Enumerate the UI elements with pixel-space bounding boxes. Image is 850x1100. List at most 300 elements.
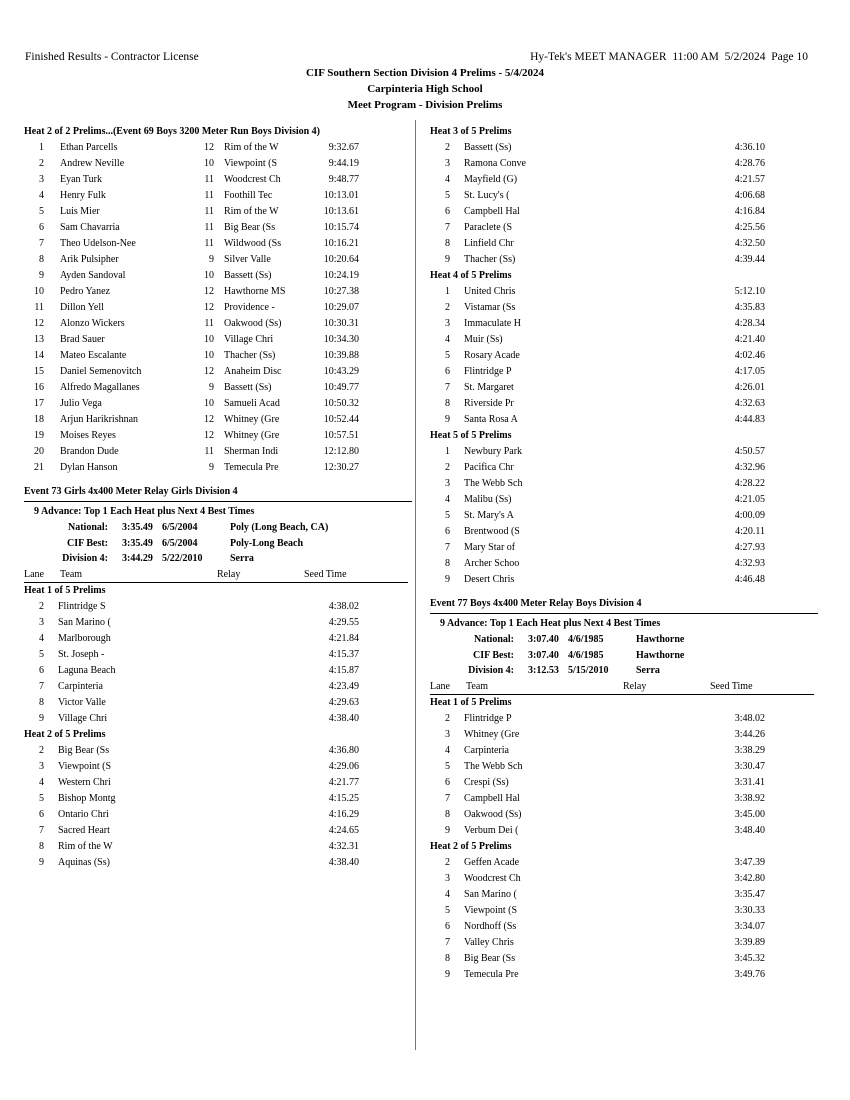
lane-number: 5: [445, 510, 450, 521]
athlete-name: Eyan Turk: [60, 174, 102, 185]
seed-time: 4:20.11: [735, 526, 765, 537]
team-column-label: Team: [60, 568, 83, 580]
lane-number: 16: [34, 382, 44, 393]
record-holder: Poly-Long Beach: [230, 537, 304, 549]
team-name: Ontario Chri: [58, 808, 109, 820]
relay-row: [24, 695, 412, 711]
seed-time: 12:12.80: [323, 446, 359, 457]
athlete-name: Moises Reyes: [60, 430, 116, 441]
athlete-year: 11: [204, 190, 214, 201]
athlete-name: Mateo Escalante: [60, 350, 127, 361]
relay-row: [430, 727, 818, 743]
seed-time: 4:23.49: [328, 680, 359, 692]
team-name: Mayfield (G): [464, 174, 518, 185]
seed-time: 4:36.10: [734, 142, 765, 153]
team-name: Paraclete (S: [464, 222, 513, 233]
team-name: Santa Rosa A: [464, 414, 518, 425]
lane-number: 9: [39, 270, 44, 281]
relay-row: [430, 476, 818, 492]
relay-row: [430, 871, 818, 887]
team-name: Muir (Ss): [464, 334, 503, 345]
seed-time: 4:27.93: [734, 542, 765, 553]
seed-time: 3:34.07: [734, 920, 765, 932]
seed-time: 3:30.33: [734, 904, 765, 916]
seed-time: 4:50.57: [734, 446, 765, 457]
relay-row: [430, 524, 818, 540]
seed-time: 4:32.93: [734, 558, 765, 569]
team-name: Linfield Chr: [464, 238, 514, 249]
lane-number: 2: [445, 712, 450, 724]
athlete-year: 10: [204, 334, 214, 345]
team-name: Carpinteria: [58, 680, 103, 692]
record-row: [430, 663, 818, 679]
team-name: Marlborough: [58, 632, 111, 644]
lane-number: 8: [39, 254, 44, 265]
relay-row: [24, 663, 412, 679]
team-name: Viewpoint (S: [464, 904, 518, 916]
relay-row: [430, 412, 818, 428]
relay-row: [430, 460, 818, 476]
team-name: Thacher (Ss): [464, 254, 516, 265]
heat-header: Heat 2 of 2 Prelims...(Event 69 Boys 3200 Meter Run Boys Division 4): [24, 126, 321, 137]
lane-number: 18: [34, 414, 44, 425]
team-name: Immaculate H: [464, 318, 521, 329]
lane-number: 12: [34, 318, 44, 329]
athlete-name: Ethan Parcells: [60, 142, 118, 153]
team-name: Big Bear (Ss: [464, 952, 516, 964]
seed-time: 4:28.22: [734, 478, 765, 489]
seed-time: 10:39.88: [323, 350, 359, 361]
athlete-row: [24, 220, 412, 236]
team-name: Malibu (Ss): [464, 494, 512, 505]
record-row: [24, 520, 412, 536]
athlete-name: Brad Sauer: [60, 334, 105, 345]
seed-time: 9:32.67: [328, 142, 359, 153]
relay-row: [430, 807, 818, 823]
athlete-name: Ayden Sandoval: [60, 270, 126, 281]
relay-row: [430, 935, 818, 951]
relay-row: [24, 839, 412, 855]
column-header: [430, 679, 818, 694]
team-column-label: Team: [466, 680, 489, 692]
athlete-year: 11: [204, 446, 214, 457]
relay-row: [430, 140, 818, 156]
seed-time: 4:21.57: [734, 174, 765, 185]
team-name: Crespi (Ss): [464, 776, 509, 788]
lane-number: 6: [445, 920, 450, 932]
event-title: Event 73 Girls 4x400 Meter Relay Girls Division 4: [24, 486, 238, 497]
seed-time: 4:15.37: [328, 648, 359, 660]
lane-number: 6: [445, 776, 450, 788]
seed-time: 10:50.32: [323, 398, 359, 409]
athlete-name: Julio Vega: [60, 398, 102, 409]
lane-number: 4: [39, 632, 44, 644]
relay-row: [430, 156, 818, 172]
relay-row: [430, 396, 818, 412]
heat-header: Heat 2 of 5 Prelims: [430, 840, 512, 852]
record-date: 6/5/2004: [162, 537, 198, 549]
record-label: National:: [68, 522, 108, 533]
team-name: Nordhoff (Ss: [464, 920, 517, 932]
lane-number: 9: [445, 824, 450, 836]
relay-column-label: Relay: [623, 680, 647, 692]
seed-time: 3:44.26: [734, 728, 765, 740]
seed-time: 10:24.19: [323, 270, 359, 281]
record-row: [24, 551, 412, 567]
relay-row: [430, 364, 818, 380]
team-name: Valley Chris: [464, 936, 514, 948]
seed-time: 4:38.02: [328, 600, 359, 612]
relay-row: [430, 252, 818, 268]
heat-header: Heat 3 of 5 Prelims: [430, 126, 512, 137]
record-time: 3:35.49: [122, 537, 153, 549]
team-name: San Marino (: [464, 888, 517, 900]
team-name: Ramona Conve: [464, 158, 526, 169]
seed-time: 10:49.77: [323, 382, 359, 393]
seed-time: 4:32.63: [734, 398, 765, 409]
relay-row: [430, 951, 818, 967]
seed-time: 4:15.25: [328, 792, 359, 804]
seed-time: 10:13.61: [323, 206, 359, 217]
seed-time: 3:38.29: [734, 744, 765, 756]
lane-number: 3: [39, 760, 44, 772]
seed-time: 9:48.77: [328, 174, 359, 185]
athlete-year: 11: [204, 238, 214, 249]
athlete-row: [24, 204, 412, 220]
seed-time: 4:29.55: [328, 616, 359, 628]
relay-row: [430, 556, 818, 572]
school-name: Bassett (Ss): [224, 270, 272, 281]
relay-row: [430, 508, 818, 524]
relay-row: [430, 791, 818, 807]
seed-time: 4:21.84: [328, 632, 359, 644]
seed-time: 9:44.19: [328, 158, 359, 169]
record-time: 3:35.49: [122, 522, 153, 533]
record-row: [430, 632, 818, 648]
seed-time: 4:25.56: [734, 222, 765, 233]
athlete-year: 12: [204, 414, 214, 425]
athlete-name: Alfredo Magallanes: [60, 382, 140, 393]
athlete-row: [24, 348, 412, 364]
heats-block: [24, 583, 412, 871]
seed-time: 10:43.29: [323, 366, 359, 377]
meet-title: CIF Southern Section Division 4 Prelims - 5/4/2024: [305, 67, 545, 79]
record-label: CIF Best:: [66, 537, 108, 549]
seed-time: 4:38.40: [328, 856, 359, 868]
seed-time: 4:46.48: [734, 574, 765, 585]
lane-number: 6: [39, 808, 44, 820]
school-name: Viewpoint (S: [224, 158, 278, 169]
seed-time: 3:48.02: [734, 712, 765, 724]
seed-time: 10:29.07: [323, 302, 359, 313]
lane-number: 17: [34, 398, 44, 409]
lane-number: 21: [34, 462, 44, 473]
record-date: 4/6/1985: [568, 649, 604, 661]
lane-number: 5: [39, 206, 44, 217]
seed-time: 10:15.74: [323, 222, 359, 233]
school-name: Anaheim Disc: [224, 366, 282, 377]
seed-time: 10:57.51: [323, 430, 359, 441]
athlete-row: [24, 236, 412, 252]
team-name: Aquinas (Ss): [58, 856, 110, 868]
school-name: Whitney (Gre: [224, 414, 280, 425]
seed-time: 3:42.80: [734, 872, 765, 884]
team-name: Pacifica Chr: [464, 462, 514, 473]
lane-number: 3: [445, 872, 450, 884]
relay-row: [24, 759, 412, 775]
lane-number: 5: [39, 648, 44, 660]
lane-number: 13: [34, 334, 44, 345]
athlete-year: 9: [209, 462, 214, 473]
seed-time: 4:32.50: [734, 238, 765, 249]
relay-row: [430, 204, 818, 220]
relay-row: [430, 284, 818, 300]
athlete-row: [24, 460, 412, 476]
relay-row: [430, 919, 818, 935]
athlete-name: Andrew Neville: [60, 158, 125, 169]
athlete-name: Sam Chavarria: [60, 222, 120, 233]
seed-time: 4:44.83: [734, 414, 765, 425]
athlete-row: [24, 284, 412, 300]
seed-time: 10:34.30: [323, 334, 359, 345]
athlete-year: 9: [209, 254, 214, 265]
team-name: Rim of the W: [58, 840, 113, 852]
school-name: Samueli Acad: [224, 398, 280, 409]
athlete-year: 10: [204, 350, 214, 361]
record-label: Division 4:: [62, 553, 108, 564]
lane-number: 2: [39, 744, 44, 756]
team-name: Western Chri: [58, 776, 111, 788]
lane-number: 2: [445, 142, 450, 153]
school-name: Oakwood (Ss): [224, 318, 282, 329]
relay-row: [430, 348, 818, 364]
school-name: Foothill Tec: [224, 190, 273, 201]
relay-row: [24, 711, 412, 727]
athlete-row: [24, 444, 412, 460]
relay-row: [430, 572, 818, 588]
lane-number: 6: [445, 366, 450, 377]
athlete-row: [24, 364, 412, 380]
relay-row: [24, 855, 412, 871]
event-rule: [24, 501, 412, 502]
lane-number: 5: [39, 792, 44, 804]
relay-row: [430, 823, 818, 839]
athlete-name: Dylan Hanson: [60, 462, 118, 473]
team-name: Oakwood (Ss): [464, 808, 522, 820]
lane-number: 10: [34, 286, 44, 297]
lane-number: 15: [34, 366, 44, 377]
team-name: Woodcrest Ch: [464, 872, 521, 884]
seed-time: 10:30.31: [323, 318, 359, 329]
lane-number: 6: [445, 206, 450, 217]
seed-time: 3:49.76: [734, 968, 765, 980]
relay-row: [24, 599, 412, 615]
lane-number: 1: [39, 142, 44, 153]
seed-time: 3:38.92: [734, 792, 765, 804]
seed-column-label: Seed Time: [710, 680, 753, 692]
lane-number: 9: [445, 574, 450, 585]
team-name: Rosary Acade: [464, 350, 520, 361]
record-time: 3:07.40: [528, 634, 559, 645]
lane-number: 3: [445, 318, 450, 329]
seed-time: 3:47.39: [734, 856, 765, 868]
seed-time: 10:27.38: [323, 286, 359, 297]
relay-row: [24, 647, 412, 663]
school-name: Hawthorne MS: [224, 286, 286, 297]
event-rule: [430, 613, 818, 614]
seed-time: 10:13.01: [323, 190, 359, 201]
lane-number: 9: [445, 968, 450, 980]
record-label: National:: [474, 634, 514, 645]
seed-time: 4:35.83: [734, 302, 765, 313]
seed-time: 4:00.09: [734, 510, 765, 521]
team-name: Temecula Pre: [464, 968, 519, 980]
team-name: Newbury Park: [464, 446, 523, 457]
record-date: 5/15/2010: [568, 665, 609, 676]
team-name: St. Joseph -: [58, 648, 105, 660]
lane-number: 4: [445, 494, 450, 505]
team-name: The Webb Sch: [464, 478, 523, 489]
athlete-year: 11: [204, 206, 214, 217]
relay-row: [430, 172, 818, 188]
seed-time: 3:30.47: [734, 760, 765, 772]
lane-number: 6: [39, 222, 44, 233]
heats-block: [430, 695, 818, 983]
team-name: Whitney (Gre: [464, 728, 520, 740]
school-name: Big Bear (Ss: [224, 222, 276, 233]
seed-time: 4:21.05: [734, 494, 765, 505]
relay-row: [430, 743, 818, 759]
team-name: Flintridge P: [464, 366, 512, 377]
team-name: Victor Valle: [58, 696, 106, 708]
relay-row: [24, 679, 412, 695]
record-date: 4/6/1985: [568, 634, 604, 645]
seed-time: 5:12.10: [734, 286, 765, 297]
lane-number: 20: [34, 446, 44, 457]
athlete-name: Brandon Dude: [60, 446, 119, 457]
record-label: CIF Best:: [472, 649, 514, 661]
lane-number: 8: [445, 238, 450, 249]
seed-time: 12:30.27: [323, 462, 359, 473]
team-name: Carpinteria: [464, 744, 509, 756]
relay-row: [24, 631, 412, 647]
athlete-row: [24, 140, 412, 156]
athlete-year: 12: [204, 302, 214, 313]
relay-row: [430, 775, 818, 791]
relay-row: [430, 887, 818, 903]
record-row: [24, 536, 412, 552]
lane-number: 1: [445, 286, 450, 297]
school-name: Woodcrest Ch: [224, 174, 281, 185]
lane-number: 2: [445, 856, 450, 868]
lane-number: 2: [445, 462, 450, 473]
athlete-row: [24, 156, 412, 172]
lane-column-label: Lane: [24, 568, 44, 580]
advance-rule: 9 Advance: Top 1 Each Heat plus Next 4 Best Times: [440, 618, 661, 629]
record-holder: Serra: [636, 665, 660, 676]
athlete-year: 10: [204, 270, 214, 281]
seed-time: 10:52.44: [323, 414, 359, 425]
lane-number: 6: [39, 664, 44, 676]
lane-number: 8: [445, 558, 450, 569]
lane-number: 2: [39, 158, 44, 169]
team-name: St. Lucy's (: [464, 190, 510, 201]
records-block: [430, 632, 818, 679]
seed-time: 3:45.32: [734, 952, 765, 964]
event-title: Event 77 Boys 4x400 Meter Relay Boys Division 4: [430, 598, 642, 609]
heats-block: [430, 124, 818, 588]
seed-time: 4:38.40: [328, 712, 359, 724]
team-name: Verbum Dei (: [464, 824, 519, 836]
advance-rule: 9 Advance: Top 1 Each Heat plus Next 4 Best Times: [34, 506, 255, 517]
team-name: Archer Schoo: [464, 558, 520, 569]
lane-number: 1: [445, 446, 450, 457]
lane-number: 7: [445, 936, 450, 948]
relay-row: [430, 492, 818, 508]
right-column: [430, 124, 818, 983]
team-name: The Webb Sch: [464, 760, 523, 772]
seed-time: 4:06.68: [734, 190, 765, 201]
athlete-year: 9: [209, 382, 214, 393]
athlete-name: Daniel Semenovitch: [60, 366, 142, 377]
relay-row: [430, 300, 818, 316]
lane-number: 5: [445, 760, 450, 772]
record-holder: Hawthorne: [636, 649, 685, 661]
lane-number: 9: [39, 712, 44, 724]
relay-row: [430, 236, 818, 252]
lane-number: 3: [39, 174, 44, 185]
lane-number: 8: [445, 952, 450, 964]
lane-number: 7: [445, 222, 450, 233]
seed-time: 4:15.87: [328, 664, 359, 676]
athlete-name: Arjun Harikrishnan: [60, 414, 139, 425]
athlete-year: 12: [204, 286, 214, 297]
relay-row: [24, 823, 412, 839]
entry-list: [24, 140, 412, 476]
relay-row: [24, 615, 412, 631]
lane-number: 6: [445, 526, 450, 537]
team-name: Laguna Beach: [58, 664, 116, 676]
team-name: Geffen Acade: [464, 856, 520, 868]
lane-number: 2: [39, 600, 44, 612]
relay-row: [430, 380, 818, 396]
athlete-row: [24, 188, 412, 204]
athlete-name: Pedro Yanez: [60, 286, 110, 297]
heat-header: Heat 4 of 5 Prelims: [430, 270, 512, 281]
seed-time: 4:16.84: [734, 206, 765, 217]
lane-number: 14: [34, 350, 44, 361]
relay-row: [430, 444, 818, 460]
seed-time: 4:24.65: [328, 824, 359, 836]
lane-number: 9: [445, 254, 450, 265]
relay-row: [24, 743, 412, 759]
relay-row: [24, 775, 412, 791]
relay-row: [430, 759, 818, 775]
record-row: [430, 648, 818, 664]
relay-row: [430, 316, 818, 332]
lane-column-label: Lane: [430, 680, 450, 692]
lane-number: 3: [445, 728, 450, 740]
relay-column-label: Relay: [217, 568, 241, 580]
lane-number: 3: [445, 478, 450, 489]
team-name: St. Margaret: [464, 382, 514, 393]
athlete-name: Theo Udelson-Nee: [60, 238, 136, 249]
lane-number: 4: [39, 190, 44, 201]
seed-time: 3:45.00: [734, 808, 765, 820]
seed-time: 4:28.76: [734, 158, 765, 169]
lane-number: 5: [445, 190, 450, 201]
record-holder: Poly (Long Beach, CA): [230, 522, 329, 533]
